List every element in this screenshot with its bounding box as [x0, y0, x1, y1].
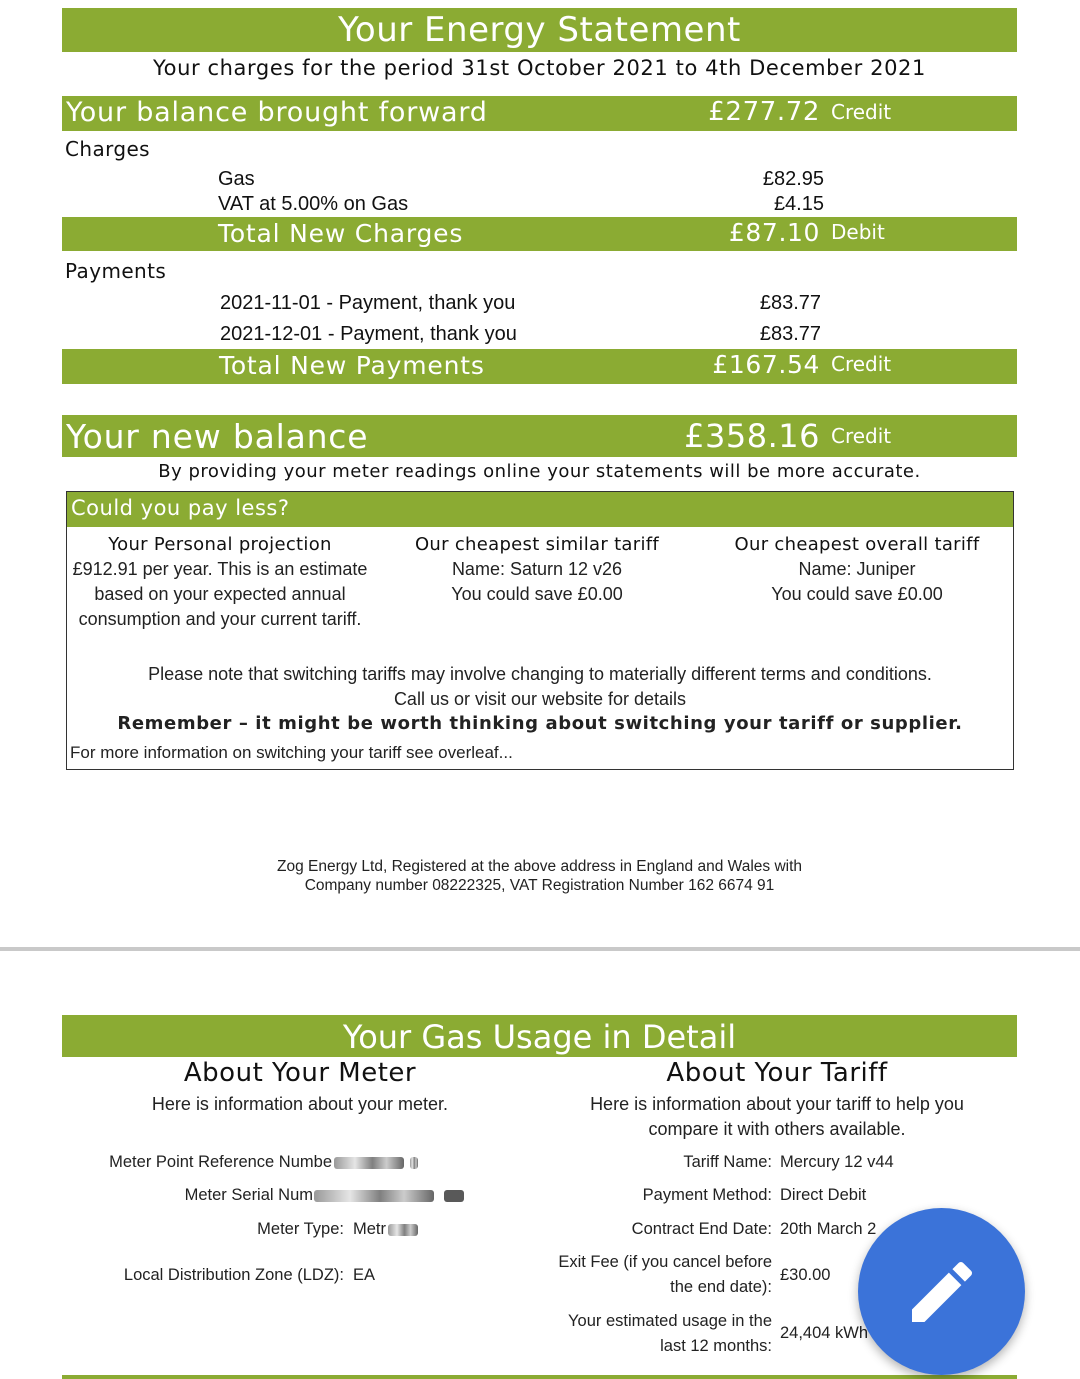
about-meter-heading: About Your Meter: [183, 1058, 417, 1088]
total-charges-amount: £87.10: [728, 218, 820, 247]
redacted-mark: [334, 1157, 404, 1169]
meter-type-value: [353, 1217, 418, 1242]
tariff-intro-line: Here is information about your tariff to help you: [590, 1094, 964, 1114]
payment-item-amount: £83.77: [759, 292, 821, 314]
switching-note: Please note that switching tariffs may involve changing to materially different terms and conditions.: [148, 664, 932, 684]
brought-forward-label: Your balance brought forward: [66, 97, 488, 128]
balance-brought-forward-row: [62, 96, 1017, 131]
ldz-value: EA: [353, 1266, 376, 1284]
total-charges-label: Total New Charges: [218, 219, 464, 248]
similar-tariff-title: Our cheapest similar tariff: [414, 534, 660, 555]
meter-serial-value: [314, 1183, 464, 1208]
about-tariff-intro: [547, 1092, 1007, 1142]
edit-fab-button[interactable]: [858, 1208, 1025, 1375]
new-balance-row: [62, 415, 1017, 457]
charge-item-amount: £82.95: [762, 168, 824, 190]
similar-tariff-name: Name: Saturn 12 v26: [451, 559, 623, 579]
contract-end-value: 20th March 2: [780, 1220, 877, 1238]
legal-line: Zog Energy Ltd, Registered at the above address in England and Wales with: [276, 858, 803, 875]
projection-line: based on your expected annual: [94, 584, 346, 604]
tariff-name-value: Mercury 12 v44: [780, 1153, 894, 1171]
charge-item-label: VAT at 5.00% on Gas: [218, 193, 409, 215]
estimated-usage-label-line: last 12 months:: [660, 1337, 772, 1355]
total-charges-row: [62, 217, 1017, 251]
meter-type-label: Meter Type:: [257, 1220, 344, 1238]
overall-tariff-title: Our cheapest overall tariff: [734, 534, 980, 555]
new-balance-flag: Credit: [831, 424, 892, 448]
statement-period: Your charges for the period 31st October 2021 to 4th December 2021: [153, 56, 926, 80]
meter-type-text: Metr: [353, 1220, 386, 1238]
total-payments-flag: Credit: [831, 352, 892, 376]
projection-line: £912.91 per year. This is an estimate: [72, 559, 368, 579]
new-balance-amount: £358.16: [684, 417, 820, 455]
ldz-label: Local Distribution Zone (LDZ):: [123, 1266, 344, 1284]
brought-forward-flag: Credit: [831, 100, 892, 124]
statement-title: Your Energy Statement: [62, 8, 1017, 52]
exit-fee-label: [520, 1250, 772, 1300]
new-balance-label: Your new balance: [66, 417, 369, 456]
gas-usage-title: Your Gas Usage in Detail: [62, 1015, 1017, 1057]
estimated-usage-label-line: Your estimated usage in the: [568, 1312, 772, 1330]
section-bottom-rule: [62, 1375, 1017, 1379]
exit-fee-label-line: the end date):: [670, 1278, 772, 1296]
charges-heading: Charges: [65, 137, 150, 161]
meter-point-ref-value: [334, 1150, 418, 1175]
redacted-mark: [388, 1224, 418, 1236]
exit-fee-value: £30.00: [780, 1266, 831, 1284]
redacted-mark: [444, 1190, 464, 1202]
company-legal-text: [62, 857, 1017, 895]
similar-tariff-save: You could save £0.00: [451, 584, 623, 604]
cheapest-similar-tariff: [387, 532, 687, 607]
tariff-name-label: Tariff Name:: [683, 1153, 772, 1171]
brought-forward-amount: £277.72: [708, 97, 820, 127]
contract-end-label: Contract End Date:: [631, 1220, 772, 1238]
cheapest-overall-tariff: [707, 532, 1007, 607]
about-tariff-heading: About Your Tariff: [666, 1058, 888, 1088]
redacted-mark: [410, 1157, 418, 1169]
projection-title: Your Personal projection: [108, 534, 332, 555]
pay-less-box: [66, 491, 1014, 770]
exit-fee-label-line: Exit Fee (if you cancel before: [558, 1253, 772, 1271]
redacted-mark: [314, 1190, 434, 1202]
meter-serial-label: Meter Serial Num: [184, 1186, 313, 1204]
estimated-usage-value: 24,404 kWh: [780, 1324, 869, 1342]
pencil-icon: [902, 1252, 982, 1332]
pay-less-heading: Could you pay less?: [67, 492, 1013, 527]
contact-note: Call us or visit our website for details: [393, 689, 687, 709]
personal-projection: [67, 532, 373, 632]
payments-heading: Payments: [65, 259, 167, 283]
about-meter-intro: Here is information about your meter.: [151, 1094, 449, 1114]
meter-point-ref-label: Meter Point Reference Numbe: [109, 1153, 332, 1171]
overall-tariff-name: Name: Juniper: [798, 559, 916, 579]
estimated-usage-label: [520, 1309, 772, 1359]
total-payments-label: Total New Payments: [219, 351, 485, 380]
payment-item-label: 2021-12-01 - Payment, thank you: [220, 323, 517, 345]
payment-item-amount: £83.77: [759, 323, 821, 345]
page-divider: [0, 947, 1080, 951]
payment-method-value: Direct Debit: [780, 1186, 867, 1204]
total-charges-flag: Debit: [831, 220, 885, 244]
payment-item-label: 2021-11-01 - Payment, thank you: [220, 292, 516, 314]
more-info-note: For more information on switching your tariff see overleaf...: [70, 743, 513, 762]
payment-method-label: Payment Method:: [642, 1186, 772, 1204]
tariff-intro-line: compare it with others available.: [648, 1119, 906, 1139]
total-payments-row: [62, 349, 1017, 384]
charge-item-amount: £4.15: [773, 193, 824, 215]
legal-line: Company number 08222325, VAT Registration Number 162 6674 91: [304, 877, 775, 894]
charge-item-label: Gas: [218, 168, 255, 190]
meter-readings-note: By providing your meter readings online your statements will be more accurate.: [158, 461, 921, 482]
remember-note: Remember – it might be worth thinking about switching your tariff or supplier.: [117, 713, 963, 734]
projection-line: consumption and your current tariff.: [78, 609, 362, 629]
overall-tariff-save: You could save £0.00: [771, 584, 943, 604]
total-payments-amount: £167.54: [712, 350, 820, 379]
